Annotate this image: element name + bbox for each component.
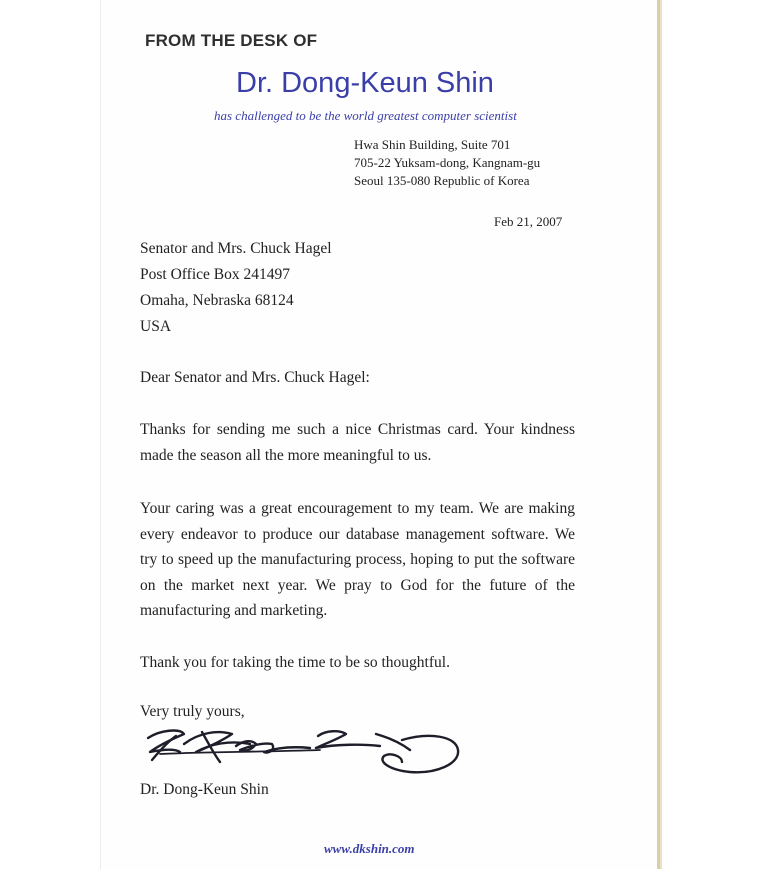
recipient-line-1: Senator and Mrs. Chuck Hagel bbox=[140, 240, 332, 257]
website-link[interactable]: www.dkshin.com bbox=[324, 841, 415, 856]
paragraph-1: Thanks for sending me such a nice Christmas card. Your kindness made the season all the more meaningful to us. bbox=[140, 421, 575, 464]
letter-date: Feb 21, 2007 bbox=[494, 214, 563, 229]
sender-address-line-2: 705-22 Yuksam-dong, Kangnam-gu bbox=[354, 155, 541, 170]
closing: Very truly yours, bbox=[140, 703, 245, 720]
sender-address-line-3: Seoul 135-080 Republic of Korea bbox=[354, 173, 530, 188]
salutation: Dear Senator and Mrs. Chuck Hagel: bbox=[140, 369, 370, 386]
paragraph-2: Your caring was a great encouragement to my team. We are making every endeavor to produce our database management software. We try to speed up the manufacturing process, hoping to put the software on the market next year. We pray to God for the future of the manufacturing and marketing. bbox=[140, 500, 575, 619]
letterhead-tagline: has challenged to be the world greatest computer scientist bbox=[214, 108, 517, 123]
recipient-line-2: Post Office Box 241497 bbox=[140, 266, 290, 283]
letterhead-name: Dr. Dong-Keun Shin bbox=[236, 67, 494, 99]
handwritten-signature bbox=[140, 722, 470, 780]
recipient-line-4: USA bbox=[140, 318, 172, 335]
paragraph-3: Thank you for taking the time to be so thoughtful. bbox=[140, 654, 450, 671]
from-desk-heading: FROM THE DESK OF bbox=[145, 31, 318, 50]
signature-name: Dr. Dong-Keun Shin bbox=[140, 781, 269, 798]
sender-address-line-1: Hwa Shin Building, Suite 701 bbox=[354, 137, 511, 152]
recipient-line-3: Omaha, Nebraska 68124 bbox=[140, 292, 294, 309]
